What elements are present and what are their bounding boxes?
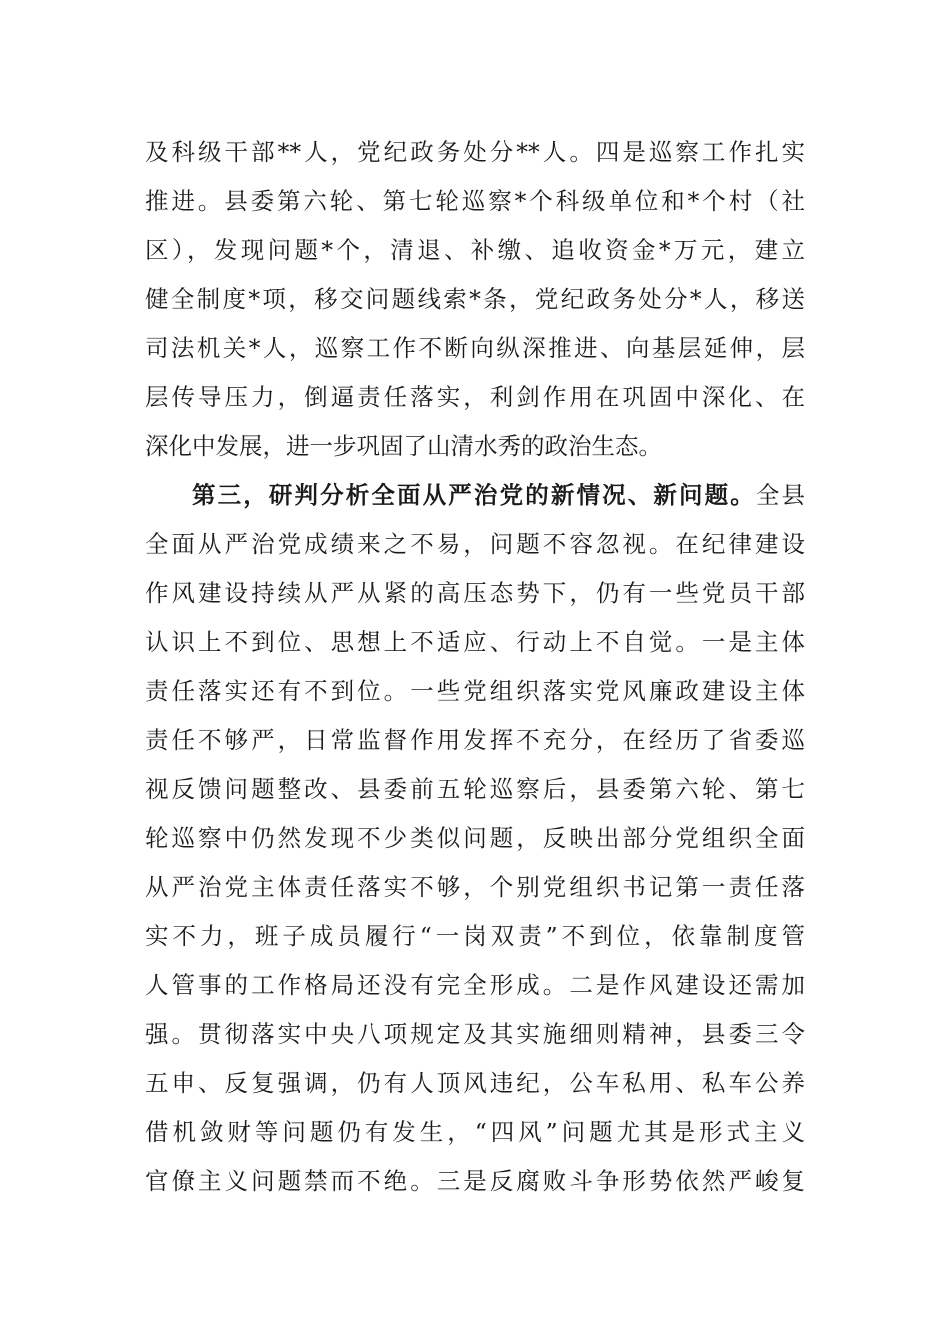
text-line: 五申、反复强调，仍有人顶风违纪，公车私用、私车公养 [145, 1069, 805, 1097]
text-line: 责任落实还有不到位。一些党组织落实党风廉政建设主体 [145, 677, 805, 705]
paragraph-2-first-line [145, 471, 805, 520]
text-line: 借机敛财等问题仍有发生，“四风”问题尤其是形式主义 [145, 1118, 805, 1146]
text-line: 层传导压力，倒逼责任落实，利剑作用在巩固中深化、在 [145, 383, 805, 411]
text-line: 人管事的工作格局还没有完全形成。二是作风建设还需加 [145, 971, 805, 999]
heading-trailing-text: 全县 [755, 481, 806, 509]
text-line: 轮巡察中仍然发现不少类似问题，反映出部分党组织全面 [145, 824, 805, 852]
text-line: 及科级干部**人，党纪政务处分**人。四是巡察工作扎实 [145, 138, 805, 166]
text-line: 责任不够严，日常监督作用发挥不充分，在经历了省委巡 [145, 726, 805, 754]
text-line: 深化中发展，进一步巩固了山清水秀的政治生态。 [145, 432, 662, 460]
text-line: 司法机关*人，巡察工作不断向纵深推进、向基层延伸，层 [145, 334, 805, 362]
text-line: 全面从严治党成绩来之不易，问题不容忽视。在纪律建设 [145, 530, 805, 558]
section-heading: 第三，研判分析全面从严治党的新情况、新问题。 [192, 481, 756, 509]
text-line: 推进。县委第六轮、第七轮巡察*个科级单位和*个村（社 [145, 187, 805, 215]
text-line: 实不力，班子成员履行“一岗双责”不到位，依靠制度管 [145, 922, 805, 950]
text-line: 官僚主义问题禁而不绝。三是反腐败斗争形势依然严峻复 [145, 1167, 805, 1195]
text-line: 健全制度*项，移交问题线索*条，党纪政务处分*人，移送 [145, 285, 805, 313]
text-line: 视反馈问题整改、县委前五轮巡察后，县委第六轮、第七 [145, 775, 805, 803]
paragraph-2 [145, 471, 805, 1206]
document-body [145, 128, 805, 1206]
text-line: 从严治党主体责任落实不够，个别党组织书记第一责任落 [145, 873, 805, 901]
text-line: 区），发现问题*个，清退、补缴、追收资金*万元，建立 [145, 236, 805, 264]
paragraph-1 [145, 128, 805, 471]
text-line: 作风建设持续从严从紧的高压态势下，仍有一些党员干部 [145, 579, 805, 607]
text-line: 认识上不到位、思想上不适应、行动上不自觉。一是主体 [145, 628, 805, 656]
text-line: 强。贯彻落实中央八项规定及其实施细则精神，县委三令 [145, 1020, 805, 1048]
